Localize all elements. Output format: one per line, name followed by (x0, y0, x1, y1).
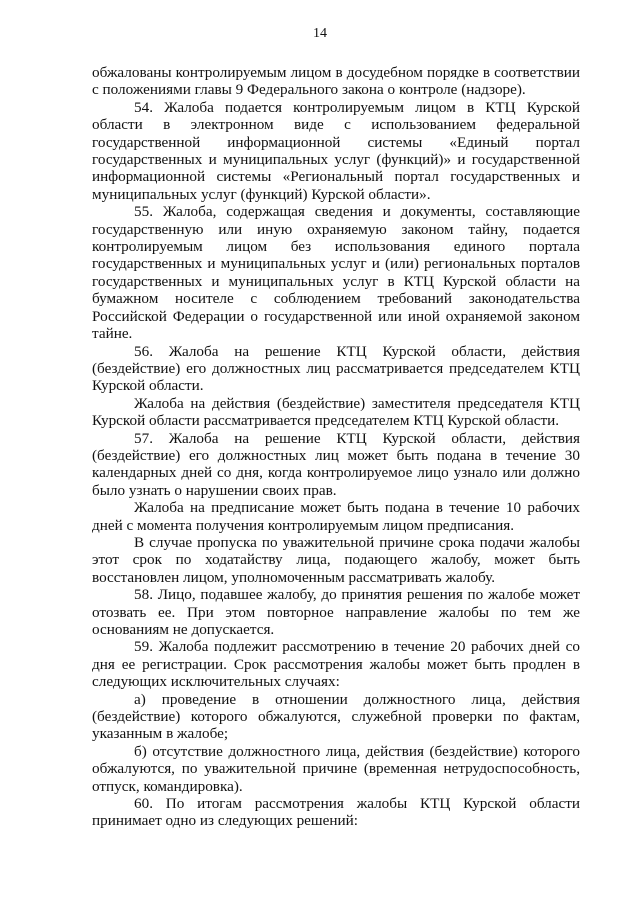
paragraph-56: 56. Жалоба на решение КТЦ Курской области, действия (бездействие) его должностных лиц рассматривается председателем КТЦ Курской области. (92, 342, 580, 395)
paragraph-59-b: б) отсутствие должностного лица, действия (бездействие) которого обжалуются, по уважительной причине (временная нетрудоспособность, отпуск, командировка). (92, 742, 580, 795)
page-number: 14 (313, 26, 327, 41)
paragraph-57-restoration: В случае пропуска по уважительной причине срока подачи жалобы этот срок по ходатайству лица, подающего жалобу, может быть восстановлен лицом, уполномоченным рассматривать жалобу. (92, 533, 580, 586)
paragraph-57: 57. Жалоба на решение КТЦ Курской области, действия (бездействие) его должностных лиц может быть подана в течение 30 календарных дней со дня, когда контролируемое лицо узнало или должно было узнать о нарушении своих прав. (92, 429, 580, 499)
document-body (92, 64, 580, 830)
paragraph-continuation: обжалованы контролируемым лицом в досудебном порядке в соответствии с положениями главы 9 Федерального закона о контроле (надзоре). (92, 64, 580, 99)
paragraph-58: 58. Лицо, подавшее жалобу, до принятия решения по жалобе может отозвать ее. При этом повторное направление жалобы по тем же основаниям не допускается. (92, 586, 580, 638)
paragraph-54: 54. Жалоба подается контролируемым лицом в КТЦ Курской области в электронном виде с использованием федеральной государственной информационной системы «Единый портал государственных и муниципальных услуг (функций)» и государственной информационной системы «Региональный портал государственных и муниципальных услуг (функций) Курской области». (92, 98, 580, 203)
paragraph-57-prescription: Жалоба на предписание может быть подана в течение 10 рабочих дней с момента получения контролируемым лицом предписания. (92, 499, 580, 534)
paragraph-55: 55. Жалоба, содержащая сведения и документы, составляющие государственную или иную охраняемую законом тайну, подается контролируемым лицом без использования единого портала государственных и муниципальных услуг и (или) региональных порталов государственных и муниципальных услуг в КТЦ Курской области на бумажном носителе с соблюдением требований законодательства Российской Федерации о государственной или иной охраняемой законом тайне. (92, 203, 580, 343)
paragraph-56-deputy: Жалоба на действия (бездействие) заместителя председателя КТЦ Курской области рассматривается председателем КТЦ Курской области. (92, 394, 580, 430)
paragraph-59-a: а) проведение в отношении должностного лица, действия (бездействие) которого обжалуются, служебной проверки по фактам, указанным в жалобе; (92, 690, 580, 743)
paragraph-60: 60. По итогам рассмотрения жалобы КТЦ Курской области принимает одно из следующих решений: (92, 795, 580, 830)
paragraph-59: 59. Жалоба подлежит рассмотрению в течение 20 рабочих дней со дня ее регистрации. Срок рассмотрения жалобы может быть продлен в следующих исключительных случаях: (92, 638, 580, 691)
